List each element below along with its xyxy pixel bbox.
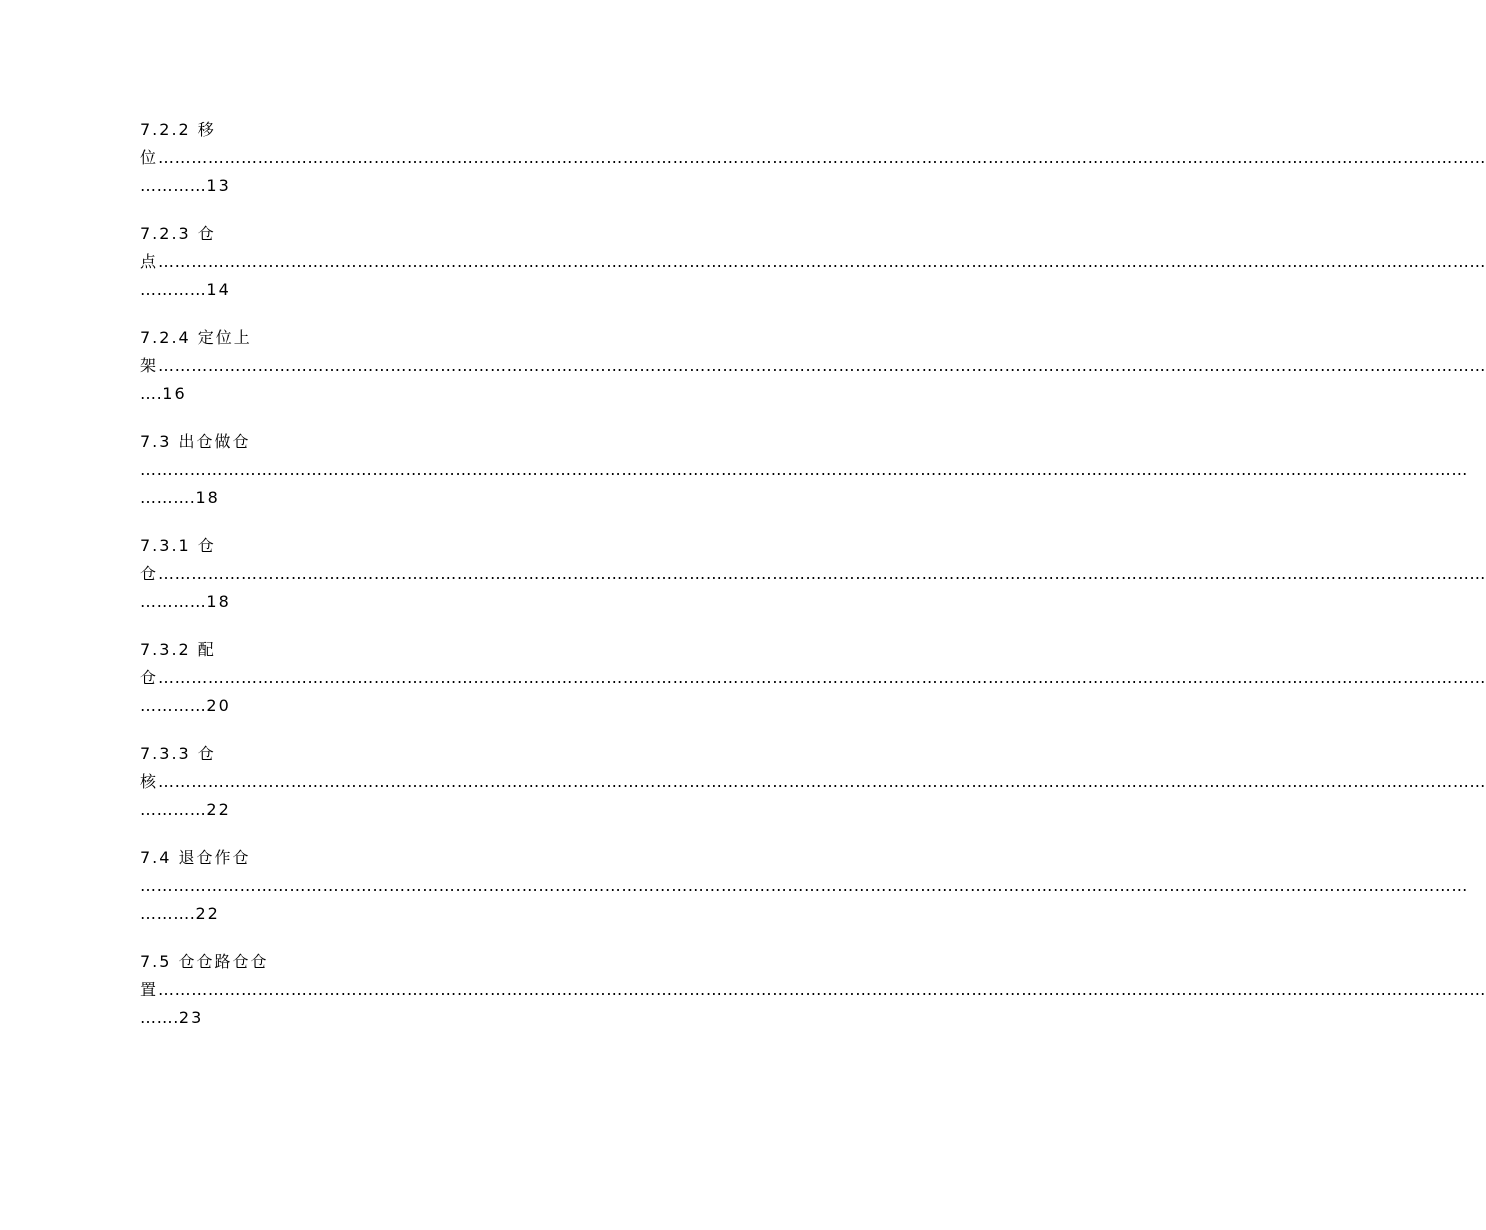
toc-entry-7-3-1[interactable] bbox=[140, 532, 1486, 636]
toc-lead-char: 点 bbox=[140, 252, 159, 271]
toc-heading: 7.3.3 仓 bbox=[140, 744, 216, 763]
toc-lead-char: 仓 bbox=[140, 564, 159, 583]
toc-page-line bbox=[140, 588, 231, 616]
toc-leader-dots: …………………………………………………………………………………………………………………………………………………………………………………………………………………… bbox=[158, 980, 1486, 999]
table-of-contents bbox=[140, 116, 1486, 1052]
toc-leader-line bbox=[140, 872, 1468, 900]
toc-page-number: 20 bbox=[206, 696, 231, 715]
toc-leader-dots: …………………………………………………………………………………………………………………………………………………………………………………………………………………… bbox=[140, 876, 1468, 895]
toc-page-line bbox=[140, 692, 231, 720]
toc-leader-dots: …………………………………………………………………………………………………………………………………………………………………………………………………………………… bbox=[158, 356, 1486, 375]
toc-leader-dots: …………………………………………………………………………………………………………………………………………………………………………………………………………………… bbox=[158, 148, 1486, 167]
toc-heading: 7.3 出仓做仓 bbox=[140, 432, 251, 451]
toc-entry-7-5[interactable] bbox=[140, 948, 1486, 1052]
toc-leader-line bbox=[140, 144, 1486, 172]
toc-heading: 7.5 仓仓路仓仓 bbox=[140, 952, 269, 971]
toc-page-line bbox=[140, 276, 231, 304]
toc-leader-dots: …………………………………………………………………………………………………………………………………………………………………………………………………………………… bbox=[158, 564, 1486, 583]
toc-tail-dots: ………… bbox=[140, 176, 207, 195]
toc-leader-line bbox=[140, 456, 1468, 484]
toc-page-line bbox=[140, 172, 231, 200]
toc-page-number: 13 bbox=[206, 176, 231, 195]
toc-entry-7-2-3[interactable] bbox=[140, 220, 1486, 324]
toc-tail-dots: ……. bbox=[140, 1008, 179, 1027]
toc-page-number: 16 bbox=[162, 384, 187, 403]
toc-heading: 7.2.3 仓 bbox=[140, 224, 216, 243]
toc-entry-7-3-2[interactable] bbox=[140, 636, 1486, 740]
toc-page-number: 22 bbox=[195, 904, 220, 923]
toc-tail-dots: ………… bbox=[140, 280, 207, 299]
toc-leader-line bbox=[140, 352, 1486, 380]
toc-page-number: 23 bbox=[178, 1008, 204, 1027]
toc-leader-line bbox=[140, 248, 1486, 276]
toc-page-line bbox=[140, 484, 220, 512]
toc-lead-char: 核 bbox=[140, 772, 159, 791]
toc-leader-line bbox=[140, 976, 1486, 1004]
toc-page-number: 18 bbox=[195, 488, 220, 507]
toc-heading: 7.3.1 仓 bbox=[140, 536, 216, 555]
toc-heading: 7.4 退仓作仓 bbox=[140, 848, 251, 867]
toc-lead-char: 位 bbox=[140, 148, 159, 167]
toc-leader-dots: …………………………………………………………………………………………………………………………………………………………………………………………………………………… bbox=[158, 252, 1486, 271]
toc-heading: 7.2.4 定位上 bbox=[140, 328, 252, 347]
toc-entry-7-3-3[interactable] bbox=[140, 740, 1486, 844]
toc-entry-7-2-2[interactable] bbox=[140, 116, 1486, 220]
toc-page-number: 22 bbox=[206, 800, 231, 819]
toc-tail-dots: ………. bbox=[140, 488, 196, 507]
toc-page-line bbox=[140, 900, 220, 928]
toc-entry-7-4[interactable] bbox=[140, 844, 1468, 948]
toc-leader-line bbox=[140, 560, 1486, 588]
toc-heading: 7.3.2 配 bbox=[140, 640, 216, 659]
toc-heading: 7.2.2 移 bbox=[140, 120, 216, 139]
toc-leader-dots: …………………………………………………………………………………………………………………………………………………………………………………………………………………… bbox=[158, 772, 1486, 791]
toc-tail-dots: …. bbox=[140, 384, 163, 403]
toc-leader-line bbox=[140, 664, 1486, 692]
toc-page-line bbox=[140, 1004, 203, 1032]
toc-lead-char: 仓 bbox=[140, 668, 159, 687]
toc-page-line bbox=[140, 380, 187, 408]
toc-tail-dots: ………… bbox=[140, 592, 207, 611]
toc-page-line bbox=[140, 796, 231, 824]
toc-lead-char: 架 bbox=[140, 356, 159, 375]
toc-lead-char: 置 bbox=[140, 980, 159, 999]
toc-page-number: 18 bbox=[206, 592, 231, 611]
toc-tail-dots: ………… bbox=[140, 800, 207, 819]
toc-entry-7-2-4[interactable] bbox=[140, 324, 1486, 428]
toc-leader-dots: …………………………………………………………………………………………………………………………………………………………………………………………………………………… bbox=[140, 460, 1468, 479]
toc-tail-dots: ………. bbox=[140, 904, 196, 923]
toc-leader-line bbox=[140, 768, 1486, 796]
toc-leader-dots: …………………………………………………………………………………………………………………………………………………………………………………………………………………… bbox=[158, 668, 1486, 687]
toc-tail-dots: ………… bbox=[140, 696, 207, 715]
toc-entry-7-3[interactable] bbox=[140, 428, 1468, 532]
toc-page-number: 14 bbox=[206, 280, 231, 299]
